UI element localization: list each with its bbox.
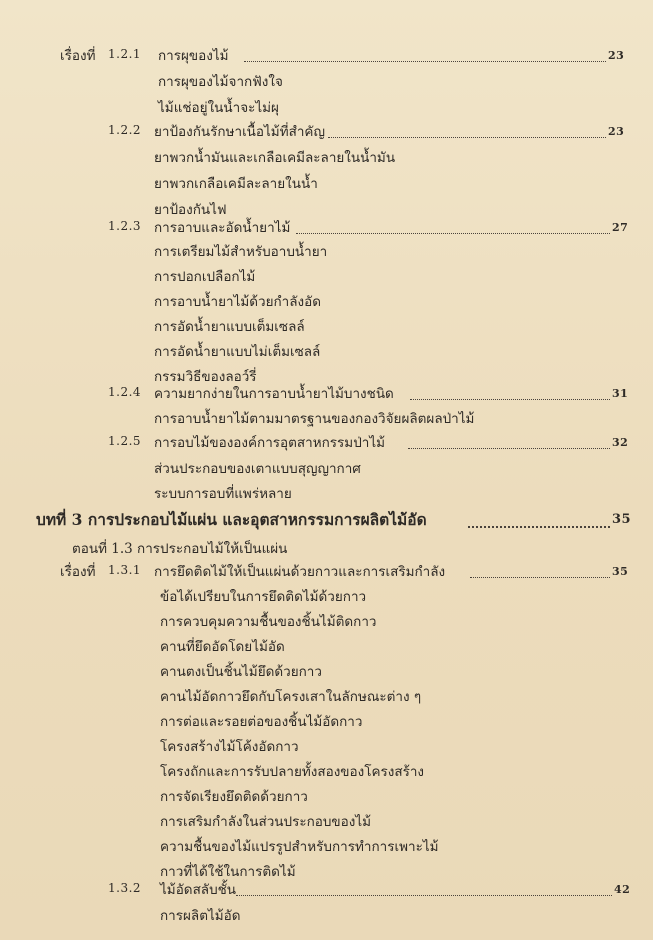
dot-leader [468, 526, 610, 528]
toc-entry-1-2-1 [0, 44, 653, 68]
page-number: 31 [612, 387, 629, 400]
entry-number: 1.3.2 [108, 881, 142, 895]
toc-subitem: ระบบการอบที่แพร่หลาย [154, 486, 292, 502]
entry-number: 1.2.2 [108, 123, 142, 137]
toc-subitem: ยาพวกเกลือเคมีละลายในน้ำ [154, 176, 318, 192]
toc-subitem: การอาบน้ำยาไม้ด้วยกำลังอัด [154, 294, 322, 310]
page-number: 42 [614, 883, 631, 896]
entry-title: การผุของไม้ [158, 48, 229, 64]
toc-subitem: คานที่ยึดอัดโดยไม้อัด [160, 639, 285, 655]
toc-subitem: การอัดน้ำยาแบบไม่เต็มเซลล์ [154, 344, 321, 360]
entry-title: ความยากง่ายในการอาบน้ำยาไม้บางชนิด [154, 386, 394, 402]
dot-leader [408, 448, 610, 449]
toc-subitem: การควบคุมความชื้นของชิ้นไม้ติดกาว [160, 614, 377, 630]
toc-subitem: ไม้แช่อยู่ในน้ำจะไม่ผุ [158, 100, 279, 116]
dot-leader [244, 61, 606, 62]
toc-subitem: ข้อได้เปรียบในการยึดติดไม้ด้วยกาว [160, 589, 367, 605]
page-number: 35 [612, 512, 632, 527]
entry-title: การยึดติดไม้ให้เป็นแผ่นด้วยกาวและการเสริมกำลัง [154, 564, 446, 580]
toc-subitem: กาวที่ได้ใช้ในการติดไม้ [160, 864, 296, 880]
toc-subitem: การจัดเรียงยึดติดด้วยกาว [160, 789, 308, 805]
toc-subitem: โครงสร้างไม้โค้งอัดกาว [160, 739, 299, 755]
toc-entry-1-2-5 [0, 431, 653, 455]
toc-subitem: การปอกเปลือกไม้ [154, 269, 256, 285]
toc-entry-1-3-1 [0, 560, 653, 584]
toc-section-1-3: ตอนที่ 1.3 การประกอบไม้ให้เป็นแผ่น [72, 541, 288, 557]
toc-subitem: การอาบน้ำยาไม้ตามมาตรฐานของกองวิจัยผลิตผลป่าไม้ [154, 411, 475, 427]
toc-subitem: กรรมวิธีของลอว์รี่ [154, 369, 257, 385]
toc-subitem: ส่วนประกอบของเตาแบบสุญญากาศ [154, 461, 361, 477]
toc-subitem: การต่อและรอยต่อของชิ้นไม้อัดกาว [160, 714, 363, 730]
entry-number: 1.2.5 [108, 434, 142, 448]
page-number: 23 [608, 125, 625, 138]
toc-subitem: ความชื้นของไม้แปรรูปสำหรับการทำการเพาะไม้ [160, 839, 439, 855]
toc-entry-1-2-4 [0, 382, 653, 406]
toc-subitem: ยาป้องกันไฟ [154, 202, 227, 218]
entry-number: 1.3.1 [108, 563, 142, 577]
toc-subitem: การเตรียมไม้สำหรับอาบน้ำยา [154, 244, 328, 260]
toc-entry-1-3-2 [0, 878, 653, 902]
dot-leader [236, 895, 612, 896]
toc-chapter-3 [0, 507, 653, 535]
entry-title: การอาบและอัดน้ำยาไม้ [154, 220, 291, 236]
entry-number: 1.2.3 [108, 219, 142, 233]
toc-subitem: คานไม้อัดกาวยึดกับโครงเสาในลักษณะต่าง ๆ [160, 689, 422, 705]
entry-number: 1.2.4 [108, 385, 142, 399]
entry-number: 1.2.1 [108, 47, 142, 61]
toc-subitem: การอัดน้ำยาแบบเต็มเซลล์ [154, 319, 305, 335]
toc-entry-1-2-2 [0, 120, 653, 144]
toc-subitem: ยาพวกน้ำมันและเกลือเคมีละลายในน้ำมัน [154, 150, 396, 166]
toc-subitem: โครงถักและการรับปลายทั้งสองของโครงสร้าง [160, 764, 425, 780]
dot-leader [328, 137, 606, 138]
page-number: 23 [608, 49, 625, 62]
entry-title: การอบไม้ขององค์การอุตสาหกรรมป่าไม้ [154, 435, 386, 451]
toc-subitem: การเสริมกำลังในส่วนประกอบของไม้ [160, 814, 372, 830]
toc-entry-1-2-3 [0, 216, 653, 240]
toc-subitem: การผุของไม้จากฟังใจ [158, 74, 283, 90]
entry-title: ไม้อัดสลับชั้น [160, 882, 237, 898]
dot-leader [470, 577, 610, 578]
dot-leader [296, 233, 610, 234]
page-number: 35 [612, 565, 629, 578]
entry-label: เรื่องที่ [60, 564, 96, 580]
entry-label: เรื่องที่ [60, 48, 96, 64]
dot-leader [410, 399, 610, 400]
toc-subitem: การผลิตไม้อัด [160, 908, 241, 924]
page-number: 32 [612, 436, 629, 449]
entry-title: ยาป้องกันรักษาเนื้อไม้ที่สำคัญ [154, 124, 325, 140]
chapter-title: บทที่ 3 การประกอบไม้แผ่น และอุตสาหกรรมการผลิตไม้อัด [36, 510, 427, 529]
toc-subitem: คานตงเป็นชิ้นไม้ยึดด้วยกาว [160, 664, 322, 680]
page-number: 27 [612, 221, 629, 234]
